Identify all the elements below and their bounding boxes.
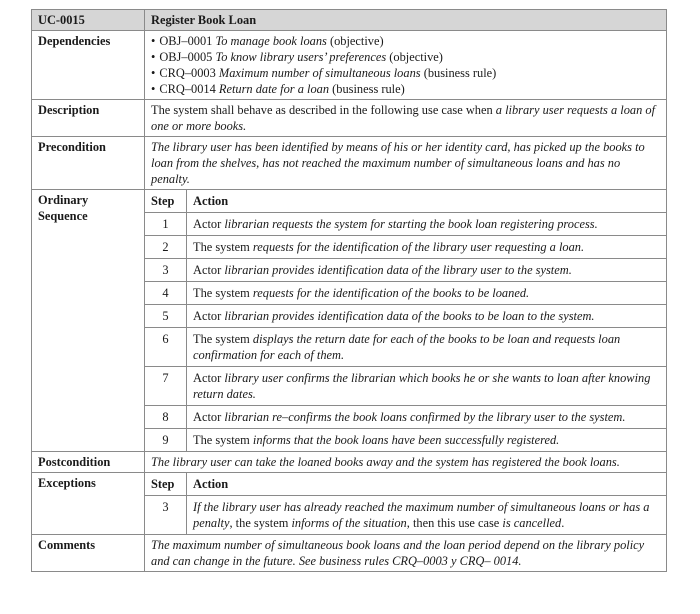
comments-text: The maximum number of simultaneous book loans and the loan period depend on the library policy and can change in the future. See business rules CRQ–0003 y CRQ– 0014. bbox=[145, 535, 667, 572]
step-action: Actor library user confirms the librarian which books he or she wants to loan after knowing return dates. bbox=[187, 367, 667, 406]
action-column-header: Action bbox=[187, 190, 667, 213]
description-row bbox=[32, 100, 667, 137]
step-row bbox=[145, 213, 666, 236]
step-row bbox=[145, 406, 666, 429]
step-number: 7 bbox=[145, 367, 187, 406]
step-row bbox=[145, 367, 666, 406]
precondition-row bbox=[32, 137, 667, 190]
step-number: 8 bbox=[145, 406, 187, 429]
precondition-text: The library user has been identified by means of his or her identity card, has picked up the books to loan from the shelves, has not reached the maximum number of simultaneous loans and has no penalty. bbox=[145, 137, 667, 190]
description-label: Description bbox=[32, 100, 145, 137]
postcondition-text: The library user can take the loaned books away and the system has registered the book loans. bbox=[145, 452, 667, 473]
step-action: The system requests for the identification of the books to be loaned. bbox=[187, 282, 667, 305]
dependencies-label: Dependencies bbox=[32, 31, 145, 100]
ordinary-sequence-label: Ordinary Sequence bbox=[32, 190, 145, 452]
step-row bbox=[145, 328, 666, 367]
dependency-item: • CRQ–0014 Return date for a loan (business rule) bbox=[151, 81, 661, 97]
comments-label: Comments bbox=[32, 535, 145, 572]
step-action: Actor librarian provides identification data of the books to be loan to the system. bbox=[187, 305, 667, 328]
step-action: The system requests for the identification of the library user requesting a loan. bbox=[187, 236, 667, 259]
step-row bbox=[145, 236, 666, 259]
exceptions-row bbox=[32, 473, 667, 535]
step-column-header: Step bbox=[145, 473, 187, 496]
step-action: The system displays the return date for each of the books to be loan and requests loan confirmation for each of them. bbox=[187, 328, 667, 367]
precondition-label: Precondition bbox=[32, 137, 145, 190]
comments-row bbox=[32, 535, 667, 572]
step-number: 9 bbox=[145, 429, 187, 452]
ordinary-sequence-row bbox=[32, 190, 667, 452]
step-number: 3 bbox=[145, 259, 187, 282]
description-text: The system shall behave as described in the following use case when a library user requests a loan of one or more books. bbox=[145, 100, 667, 137]
step-action: Actor librarian provides identification data of the library user to the system. bbox=[187, 259, 667, 282]
exceptions-label: Exceptions bbox=[32, 473, 145, 535]
step-number: 1 bbox=[145, 213, 187, 236]
use-case-document bbox=[31, 9, 667, 572]
action-column-header: Action bbox=[187, 473, 667, 496]
step-row bbox=[145, 305, 666, 328]
exception-step-number: 3 bbox=[145, 496, 187, 535]
step-action: Actor librarian re–confirms the book loans confirmed by the library user to the system. bbox=[187, 406, 667, 429]
use-case-id: UC-0015 bbox=[32, 10, 145, 31]
dependencies-row bbox=[32, 31, 667, 100]
exceptions-cell bbox=[145, 473, 667, 535]
dependency-item: • CRQ–0003 Maximum number of simultaneous loans (business rule) bbox=[151, 65, 661, 81]
exceptions-header-row bbox=[145, 473, 666, 496]
use-case-title: Register Book Loan bbox=[145, 10, 667, 31]
ordinary-sequence-cell bbox=[145, 190, 667, 452]
step-row bbox=[145, 282, 666, 305]
step-number: 5 bbox=[145, 305, 187, 328]
exception-action: If the library user has already reached the maximum number of simultaneous loans or has a penalty, the system informs of the situation, then this use case is cancelled. bbox=[187, 496, 667, 535]
header-row bbox=[32, 10, 667, 31]
step-action: Actor librarian requests the system for starting the book loan registering process. bbox=[187, 213, 667, 236]
exception-row bbox=[145, 496, 666, 535]
step-number: 2 bbox=[145, 236, 187, 259]
steps-header-row bbox=[145, 190, 666, 213]
step-number: 6 bbox=[145, 328, 187, 367]
step-number: 4 bbox=[145, 282, 187, 305]
dependency-item: • OBJ–0001 To manage book loans (objective) bbox=[151, 33, 661, 49]
use-case-table bbox=[31, 9, 667, 572]
step-column-header: Step bbox=[145, 190, 187, 213]
dependencies-list bbox=[151, 33, 661, 97]
step-row bbox=[145, 429, 666, 452]
dependencies-cell bbox=[145, 31, 667, 100]
step-action: The system informs that the book loans have been successfully registered. bbox=[187, 429, 667, 452]
exceptions-table bbox=[145, 473, 666, 534]
ordinary-sequence-table bbox=[145, 190, 666, 451]
postcondition-label: Postcondition bbox=[32, 452, 145, 473]
step-row bbox=[145, 259, 666, 282]
postcondition-row bbox=[32, 452, 667, 473]
dependency-item: • OBJ–0005 To know library users’ preferences (objective) bbox=[151, 49, 661, 65]
